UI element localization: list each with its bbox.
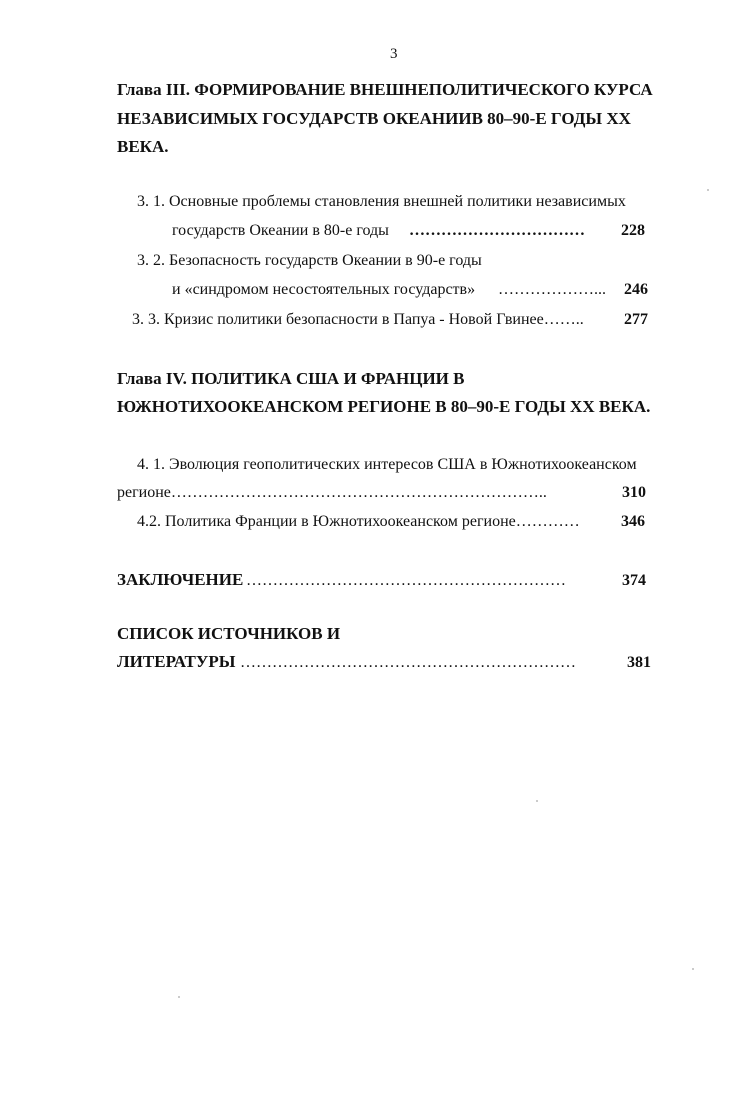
sources-line-1: СПИСОК ИСТОЧНИКОВ И: [117, 624, 341, 643]
toc-entry-4-2-page: 346: [621, 513, 645, 530]
sources-leader: ………………………………………………………: [240, 654, 576, 671]
toc-entry-4-2-line-1: 4.2. Политика Франции в Южнотихоокеанском регионе…………: [137, 513, 580, 530]
conclusion-page: 374: [622, 572, 646, 589]
toc-entry-3-3-page: 277: [624, 311, 648, 328]
scan-speck: [707, 189, 709, 191]
toc-entry-3-2-line-2: и «синдромом несостоятельных государств»: [172, 281, 476, 298]
toc-entry-4-1-page: 310: [622, 484, 646, 501]
toc-entry-3-2-page: 246: [624, 281, 648, 298]
sources-label: ЛИТЕРАТУРЫ: [117, 652, 236, 671]
page-number: 3: [390, 46, 398, 62]
toc-entry-4-1-line-2: регионе……………………………………………………………..: [117, 484, 547, 501]
toc-entry-4-1-line-1: 4. 1. Эволюция геополитических интересов США в Южнотихоокеанском: [137, 456, 637, 473]
toc-entry-3-1-page: 228: [621, 222, 645, 239]
toc-entry-3-2-leader: ………………...: [498, 281, 606, 298]
conclusion-label: ЗАКЛЮЧЕНИЕ: [117, 570, 244, 589]
chapter-3-title-line-3: ВЕКА.: [117, 137, 169, 156]
scan-speck: [692, 968, 694, 970]
toc-entry-3-1-leader: ……………………………: [409, 222, 585, 239]
scan-speck: [536, 800, 538, 802]
sources-page: 381: [627, 654, 651, 671]
chapter-3-title-line-1: Глава III. ФОРМИРОВАНИЕ ВНЕШНЕПОЛИТИЧЕСКОГО КУРСА: [117, 80, 653, 99]
toc-entry-3-1-line-2: государств Океании в 80-е годы: [172, 222, 389, 239]
toc-entry-3-3-line-1: 3. 3. Кризис политики безопасности в Папуа - Новой Гвинее……..: [132, 311, 584, 328]
chapter-4-title-line-2: ЮЖНОТИХООКЕАНСКОМ РЕГИОНЕ В 80–90-Е ГОДЫ ХХ ВЕКА.: [117, 397, 651, 416]
conclusion-leader: ……………………………………………………: [246, 572, 566, 589]
toc-entry-3-2-line-1: 3. 2. Безопасность государств Океании в 90-е годы: [137, 252, 482, 269]
toc-entry-3-1-line-1: 3. 1. Основные проблемы становления внешней политики независимых: [137, 193, 626, 210]
chapter-4-title-line-1: Глава IV. ПОЛИТИКА США И ФРАНЦИИ В: [117, 369, 465, 388]
chapter-3-title-line-2: НЕЗАВИСИМЫХ ГОСУДАРСТВ ОКЕАНИИВ 80–90-Е ГОДЫ ХХ: [117, 109, 631, 128]
scan-speck: [178, 996, 180, 998]
